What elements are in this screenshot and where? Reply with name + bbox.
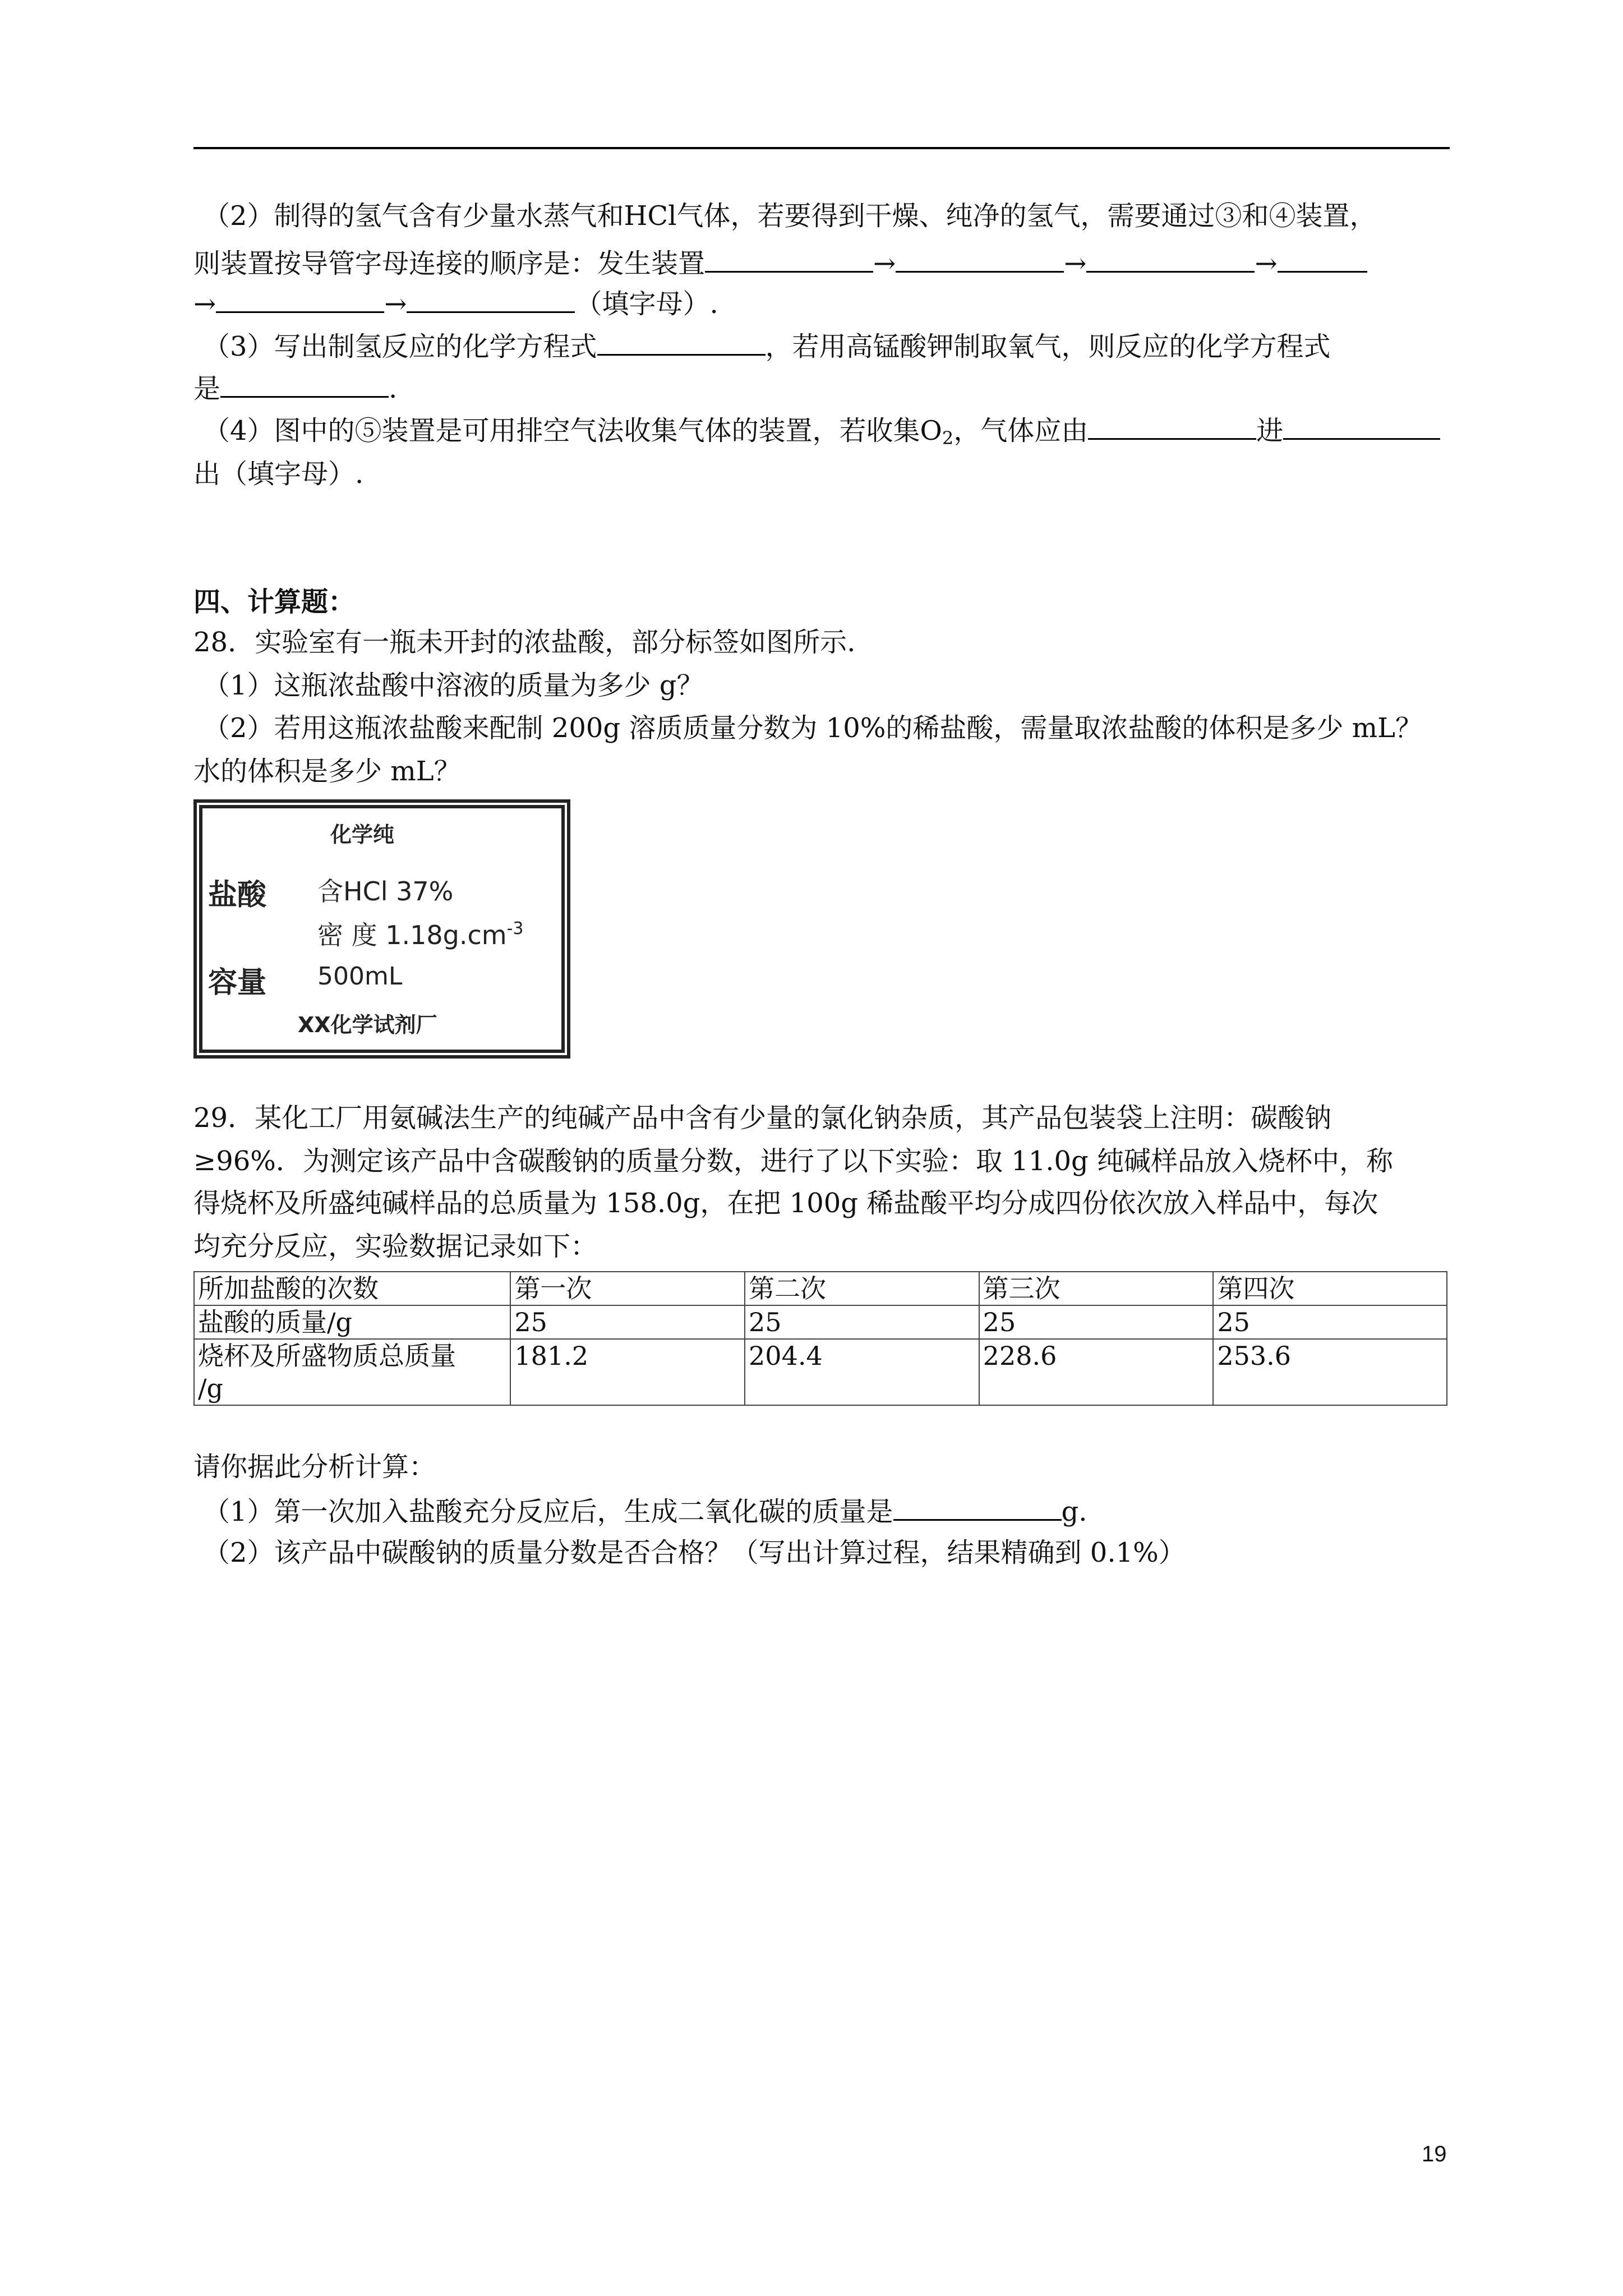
q27-p4-line1	[203, 412, 1440, 455]
section-heading: 四、计算题：	[193, 586, 356, 618]
experiment-data-table	[193, 1271, 1447, 1406]
row-label: 烧杯及所盛物质总质量	[198, 1341, 456, 1371]
header-rule	[193, 147, 1450, 149]
q28-line2: （1）这瓶浓盐酸中溶液的质量为多少 g？	[203, 670, 704, 701]
answer-blank	[1278, 245, 1367, 273]
label-name: 盐酸	[208, 878, 267, 912]
density-value: 1.18g.cm	[385, 920, 507, 950]
text: 则装置按导管字母连接的顺序是：发生装置	[193, 248, 706, 279]
q27-p3-line1	[203, 328, 1331, 364]
text: 是	[193, 373, 221, 404]
q28-line4: 水的体积是多少 mL？	[193, 756, 461, 787]
arrow: →	[193, 288, 216, 320]
text: .	[389, 373, 398, 404]
table-cell: 253.6	[1213, 1339, 1447, 1405]
answer-blank	[705, 245, 873, 273]
table-cell: 25	[745, 1305, 979, 1339]
q27-p4-line2: 出（填字母）.	[193, 458, 364, 490]
q29-line3: 得烧杯及所盛纯碱样品的总质量为 158.0g，在把 100g 稀盐酸平均分成四份依次放入样品中，每次	[193, 1188, 1378, 1219]
text: ，气体应由	[953, 415, 1089, 447]
answer-blank	[1086, 245, 1255, 273]
text: （4）图中的⑤装置是可用排空气法收集气体的装置，若收集O	[203, 415, 942, 447]
answer-blank	[597, 328, 766, 356]
text: g.	[1061, 1496, 1087, 1527]
table-header-cell: 第四次	[1213, 1272, 1447, 1305]
table-cell: 181.2	[510, 1339, 745, 1405]
label-volume-value: 500mL	[317, 962, 403, 991]
label-maker: XX化学试剂厂	[298, 1013, 437, 1037]
table-cell: 盐酸的质量/g	[194, 1305, 510, 1339]
answer-blank	[216, 286, 384, 313]
q27-p2-line2	[193, 245, 1367, 280]
table-cell: 25	[510, 1305, 745, 1339]
table-row	[194, 1272, 1447, 1305]
table-cell	[194, 1339, 510, 1405]
table-cell: 204.4	[745, 1339, 979, 1405]
q29-line4: 均充分反应，实验数据记录如下：	[193, 1231, 598, 1262]
q27-p3-line2	[193, 370, 397, 406]
reagent-label-figure	[199, 805, 565, 1053]
page-number: 19	[1422, 2142, 1447, 2166]
text: （填字母）.	[575, 288, 718, 320]
arrow: →	[1064, 248, 1087, 279]
table-cell: 228.6	[979, 1339, 1214, 1405]
label-content: 含HCl 37%	[317, 876, 454, 907]
arrow: →	[873, 248, 896, 279]
text: 进	[1256, 415, 1284, 447]
answer-blank	[1088, 412, 1256, 440]
table-cell: 25	[979, 1305, 1214, 1339]
label-density	[317, 915, 524, 952]
table-row	[194, 1339, 1447, 1405]
density-exponent: -3	[506, 919, 524, 938]
answer-blank	[896, 245, 1064, 273]
subscript: 2	[942, 427, 954, 449]
q28-line3: （2）若用这瓶浓盐酸来配制 200g 溶质质量分数为 10%的稀盐酸，需量取浓盐酸的体积是多少 mL？	[203, 712, 1422, 744]
q29-after1: 请你据此分析计算：	[193, 1451, 436, 1483]
density-label: 密 度	[317, 920, 377, 950]
q29-after2	[203, 1493, 1087, 1529]
q29-after3: （2）该产品中碳酸钠的质量分数是否合格？（写出计算过程，结果精确到 0.1%）	[203, 1537, 1186, 1568]
answer-blank	[220, 370, 389, 398]
answer-blank	[893, 1493, 1062, 1521]
label-header: 化学纯	[330, 822, 395, 847]
answer-blank	[407, 286, 575, 313]
q27-p2-line3	[193, 286, 718, 321]
table-cell: 25	[1213, 1305, 1447, 1339]
table-header-cell: 第二次	[745, 1272, 979, 1305]
text: （3）写出制氢反应的化学方程式	[203, 331, 597, 362]
row-label-unit: /g	[198, 1373, 223, 1404]
q29-line2: ≥96%．为测定该产品中含碳酸钠的质量分数，进行了以下实验：取 11.0g 纯碱样品放入烧杯中，称	[193, 1145, 1394, 1177]
arrow: →	[384, 288, 407, 320]
label-volume-label: 容量	[208, 966, 267, 1000]
text: （1）第一次加入盐酸充分反应后，生成二氧化碳的质量是	[203, 1496, 893, 1527]
table-row	[194, 1305, 1447, 1339]
q27-p2-line1: （2）制得的氢气含有少量水蒸气和HCl气体，若要得到干燥、纯净的氢气，需要通过③和④装置，	[203, 200, 1377, 232]
table-header-cell: 所加盐酸的次数	[194, 1272, 510, 1305]
answer-blank	[1283, 412, 1440, 440]
arrow: →	[1255, 248, 1278, 279]
table-header-cell: 第三次	[979, 1272, 1214, 1305]
table-header-cell: 第一次	[510, 1272, 745, 1305]
text: ，若用高锰酸钾制取氧气，则反应的化学方程式	[765, 331, 1331, 362]
q28-line1: 28．实验室有一瓶未开封的浓盐酸，部分标签如图所示.	[193, 627, 856, 658]
q29-line1: 29．某化工厂用氨碱法生产的纯碱产品中含有少量的氯化钠杂质，其产品包装袋上注明：碳酸钠	[193, 1102, 1332, 1134]
